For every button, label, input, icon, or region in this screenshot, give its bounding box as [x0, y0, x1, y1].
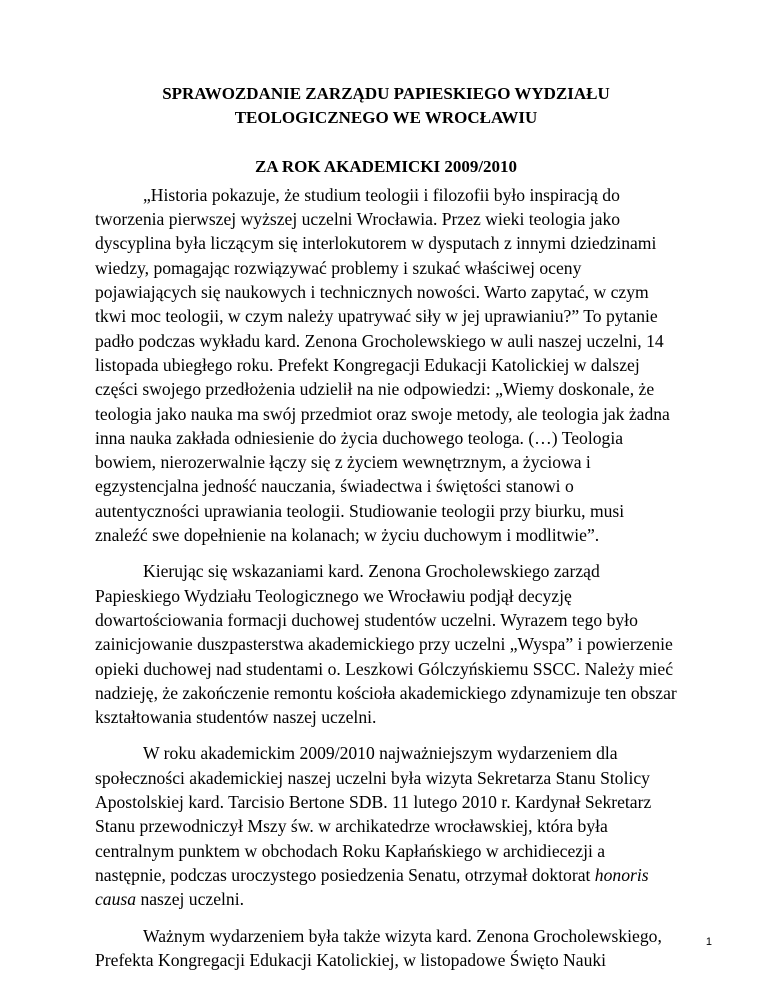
title-line-1: SPRAWOZDANIE ZARZĄDU PAPIESKIEGO WYDZIAŁU [162, 84, 610, 103]
paragraph-3-italic: honoris causa [95, 864, 649, 910]
paragraph-3-text-a: W roku akademickim 2009/2010 najważniejszym wydarzeniem dla społeczności akademickiej naszej uczelni była wizyta Sekretarza Stanu Stolicy Apostolskiej kard. Tarcisio Bertone SDB. 11 lutego 2010 r. Kardynał Sekretarz Stanu przewodniczył Mszy św. w archikatedrze wrocławskiej, która była centralnym punktem w obchodach Roku Kapłańskiego w archidiecezji a następnie, podczas uroczystego posiedzenia Senatu, otrzymał doktorat [95, 743, 652, 885]
document-subtitle: ZA ROK AKADEMICKI 2009/2010 [254, 156, 518, 176]
paragraph-2: Kierując się wskazaniami kard. Zenona Grocholewskiego zarząd Papieskiego Wydziału Teologicznego we Wrocławiu podjął decyzję dowartościowania formacji duchowej studentów uczelni. Wyrazem tego było zainicjowanie duszpasterstwa akademickiego przy uczelni „Wyspa” i powierzenie opieki duchowej nad studentami o. Leszkowi Gólczyńskiemu SSCC. Należy mieć nadzieję, że zakończenie remontu kościoła akademickiego zdynamizuje ten obszar kształtowania studentów naszej uczelni. [95, 561, 677, 728]
document-title [95, 82, 677, 131]
page-number: 1 [705, 936, 712, 948]
title-line-2: TEOLOGICZNEGO WE WROCŁAWIU [234, 108, 538, 128]
paragraph-4: Ważnym wydarzeniem była także wizyta kard. Zenona Grocholewskiego, Prefekta Kongregacji Edukacji Katolickiej, w listopadowe Święto Nauki [95, 925, 662, 970]
paragraph-3 [95, 741, 677, 911]
document-body [95, 82, 677, 972]
paragraph-1: „Historia pokazuje, że studium teologii i filozofii było inspiracją do tworzenia pierwszej wyższej uczelni Wrocławia. Przez wieki teologia jako dyscyplina była liczącym się interlokutorem w dysputach z innymi dziedzinami wiedzy, pomagając rozwiązywać problemy i szukać właściwej oceny pojawiających się naukowych i technicznych nowości. Warto zapytać, w czym tkwi moc teologii, w czym należy upatrywać siły w jej uprawianiu?” To pytanie padło podczas wykładu kard. Zenona Grocholewskiego w auli naszej uczelni, 14 listopada ubiegłego roku. Prefekt Kongregacji Edukacji Katolickiej w dalszej części swojego przedłożenia udzielił na nie odpowiedzi: „Wiemy doskonale, że teologia jako nauka ma swój przedmiot oraz swoje metody, ale teologia jak żadna inna nauka zakłada odniesienie do życia duchowego teologa. (…) Teologia bowiem, nierozerwalnie łączy się z życiem wewnętrznym, a życiowa i egzystencjalna jedność nauczania, świadectwa i świętości stanowi o autentyczności uprawiania teologii. Studiowanie teologii przy biurku, musi znaleźć swe dopełnienie na kolanach; w życiu duchowym i modlitwie”. [95, 184, 670, 546]
paragraph-3-text-b: naszej uczelni. [136, 889, 244, 910]
